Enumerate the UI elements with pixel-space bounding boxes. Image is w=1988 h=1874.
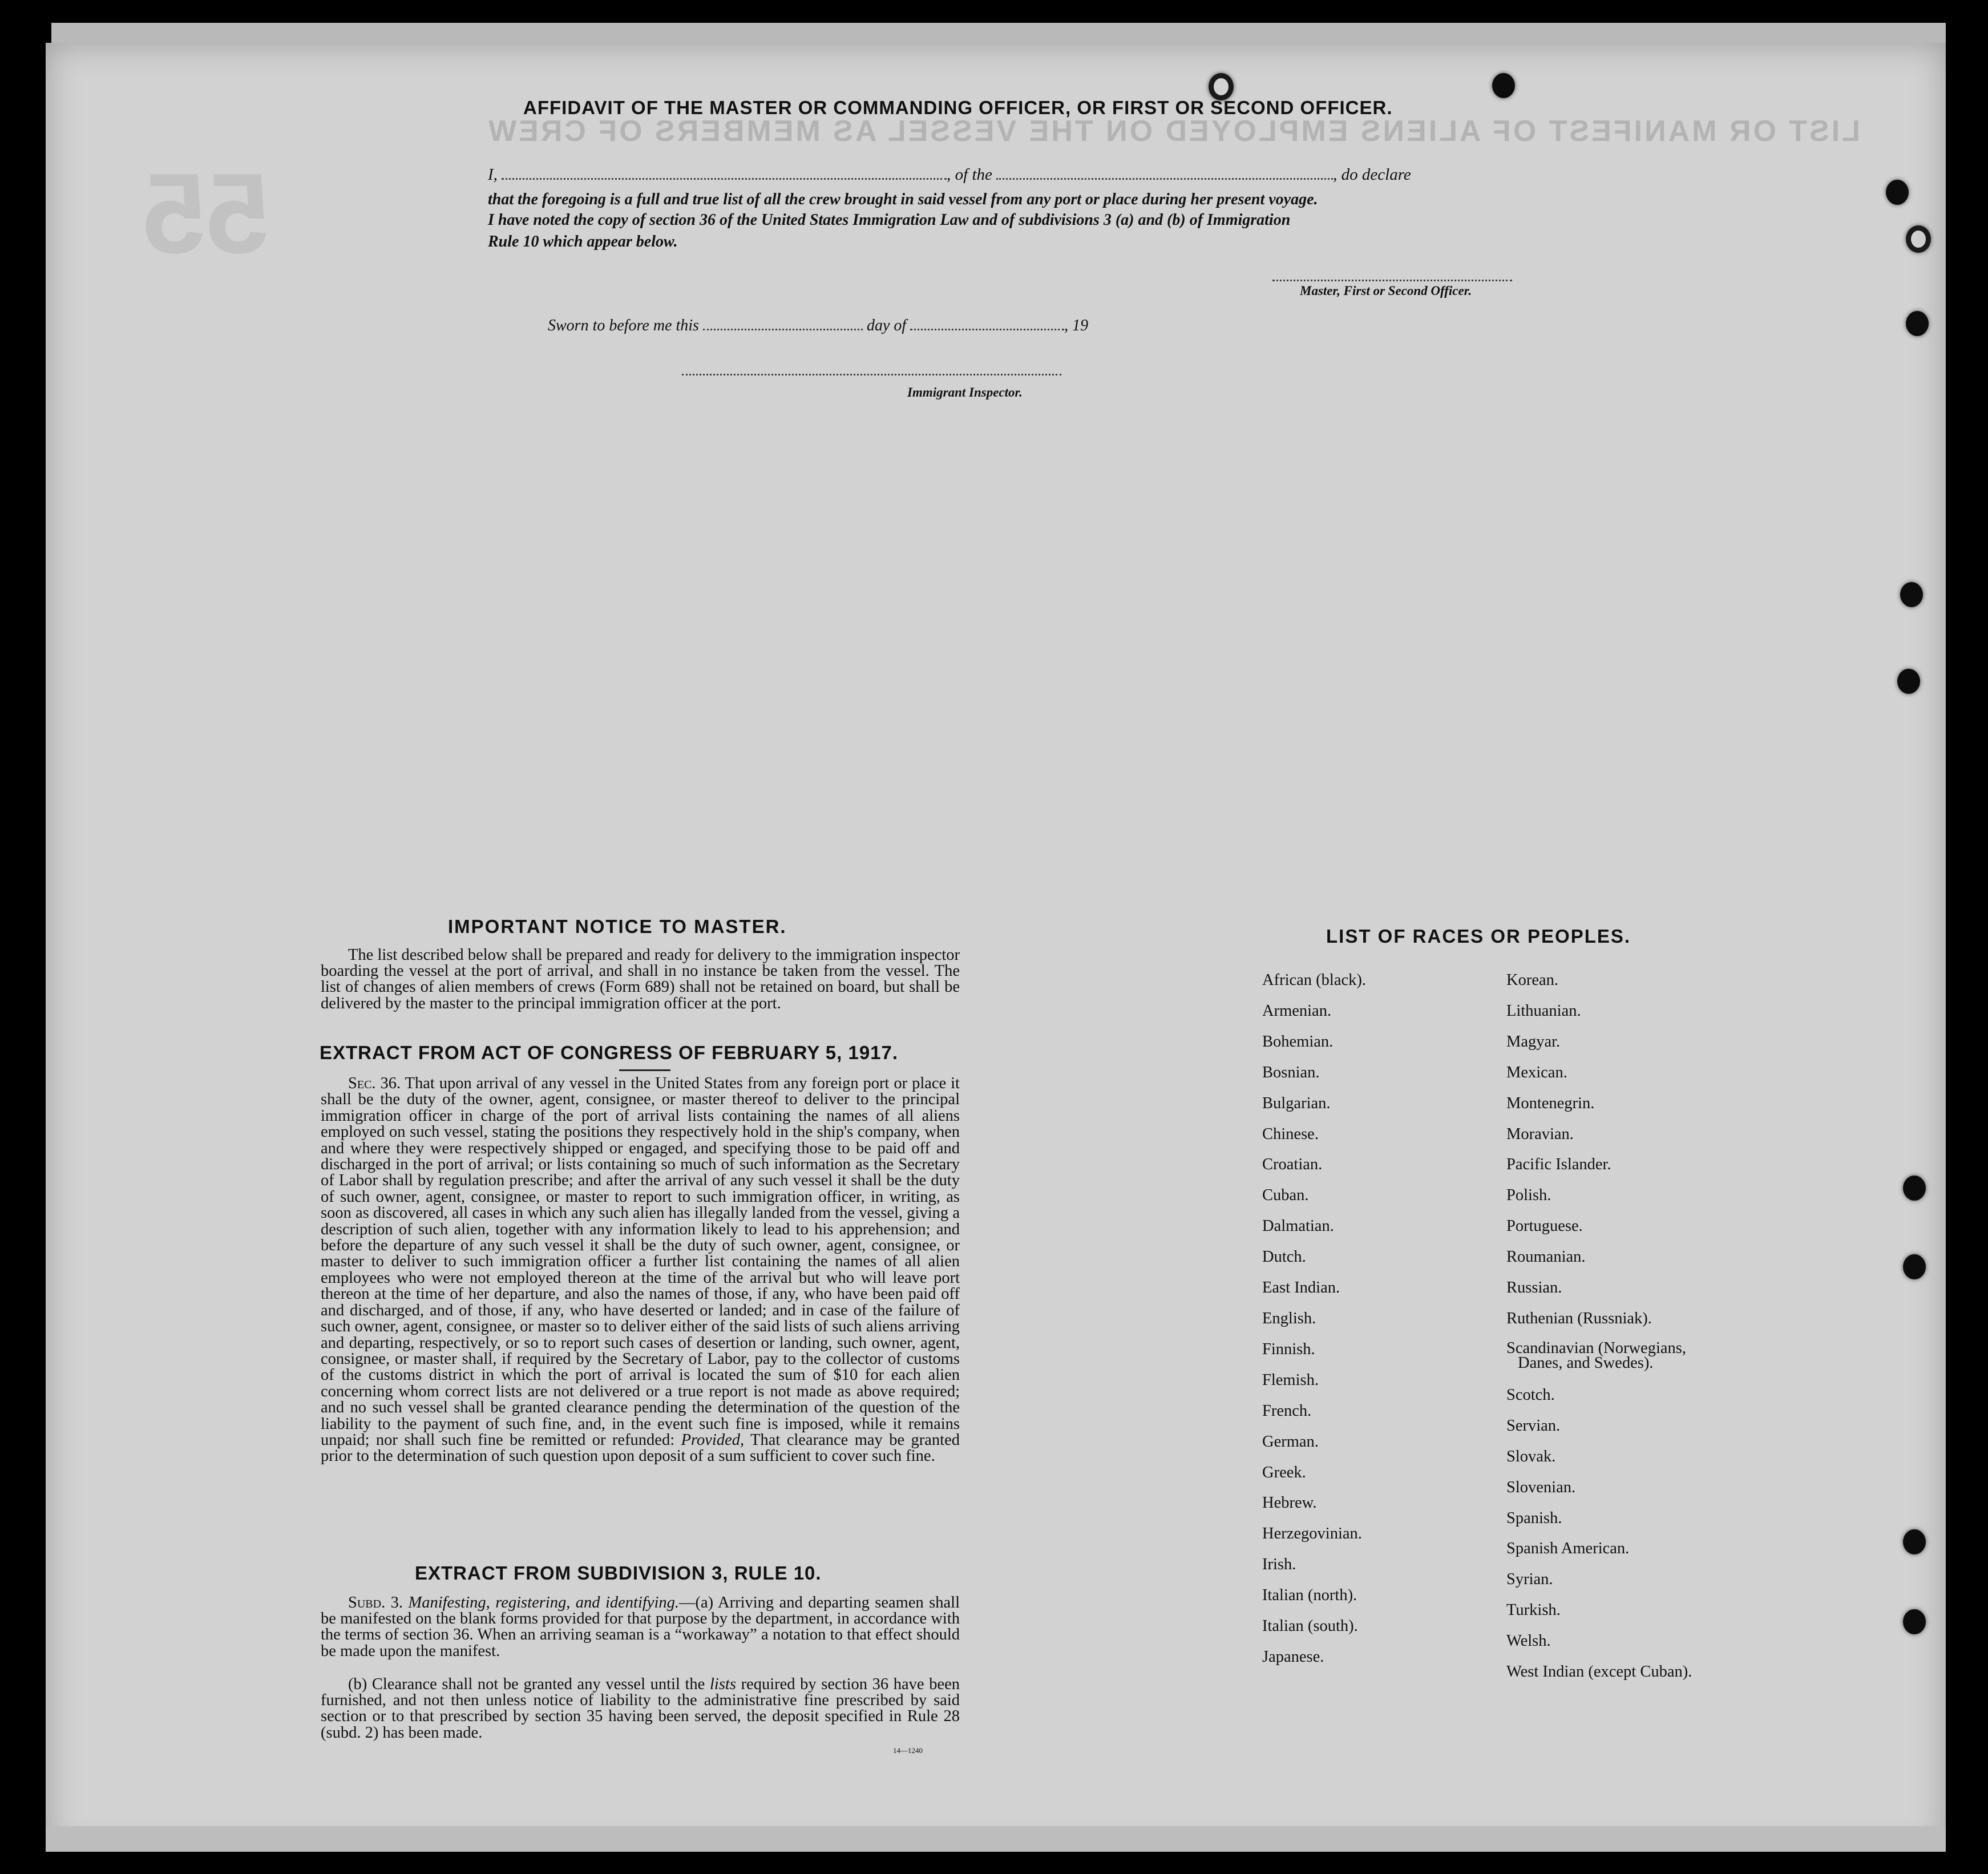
race-item: Slovak. — [1506, 1447, 1556, 1465]
race-item: Armenian. — [1262, 1001, 1332, 1020]
provided-word: Provided, — [681, 1431, 745, 1449]
affidavit-line-3: I have noted the copy of section 36 of the United States Immigration Law and of subdivisions 3 (a) and (b) of Immigration — [488, 211, 1291, 229]
rule-subd-3a — [321, 1595, 960, 1659]
sec-36-text-end: That clearance may be granted prior to the determination of such question upon deposit of a sum sufficient to cover such fine. — [321, 1431, 960, 1465]
name-blank — [502, 177, 947, 180]
punch-hole-icon — [1903, 1176, 1926, 1201]
race-item: Bohemian. — [1262, 1032, 1334, 1051]
race-item: Cuban. — [1262, 1186, 1309, 1205]
vessel-blank — [996, 177, 1333, 180]
bleed-through-text: LIST OR MANIFEST OF ALIENS EMPLOYED ON THE VESSEL AS MEMBERS OF CREW — [486, 115, 1860, 148]
race-item: Slovenian. — [1506, 1478, 1576, 1496]
race-item: Montenegrin. — [1506, 1094, 1595, 1112]
affidavit-i: I, — [488, 165, 498, 184]
day-blank — [703, 328, 863, 330]
race-item: African (black). — [1262, 971, 1366, 989]
race-item: Pacific Islander. — [1506, 1156, 1611, 1174]
race-item: East Indian. — [1262, 1279, 1340, 1297]
master-label: Master, First or Second Officer. — [1300, 284, 1472, 298]
affidavit-line-2: that the foregoing is a full and true list of all the crew brought in said vessel from any port or place during her present voyage. — [488, 191, 1318, 208]
master-signature-line — [1272, 280, 1512, 281]
race-item: Hebrew. — [1262, 1494, 1317, 1512]
race-item: Magyar. — [1506, 1032, 1561, 1051]
rule-title: EXTRACT FROM SUBDIVISION 3, RULE 10. — [415, 1562, 822, 1584]
subd-b-end: required by section 36 have been furnished, and not then unless notice of liability to the administrative fine prescribed by said section or to that prescribed by section 35 having been served, the deposit specified in Rule 28 (subd. 2) has been made. — [321, 1675, 960, 1742]
races-right-column — [1506, 965, 1692, 1687]
race-item: Servian. — [1506, 1416, 1561, 1435]
race-item: Spanish American. — [1506, 1540, 1630, 1558]
punch-hole-icon — [1903, 1609, 1926, 1634]
race-item: Greek. — [1262, 1463, 1306, 1481]
race-item: Chinese. — [1262, 1125, 1319, 1143]
subd-b-start: (b) Clearance shall not be granted any vessel until the — [348, 1675, 705, 1693]
race-item: Japanese. — [1262, 1647, 1324, 1666]
year-label: , 19 — [1064, 317, 1089, 334]
race-item: Danes, and Swedes). — [1518, 1354, 1654, 1372]
race-item: Italian (north). — [1262, 1586, 1357, 1605]
race-item: German. — [1262, 1432, 1319, 1451]
race-item: Herzegovinian. — [1262, 1525, 1362, 1543]
day-of-label: day of — [866, 317, 907, 334]
month-blank — [910, 328, 1064, 330]
race-item: West Indian (except Cuban). — [1506, 1663, 1692, 1681]
race-item: Turkish. — [1506, 1601, 1561, 1619]
race-item: Scandinavian (Norwegians, — [1506, 1339, 1686, 1357]
act-section-36 — [321, 1076, 960, 1465]
punch-hole-icon — [1492, 73, 1515, 98]
race-item: Moravian. — [1506, 1125, 1574, 1143]
notice-text: The list described below shall be prepared and ready for delivery to the immigration inspector boarding the vessel at the port of arrival, and shall in no instance be taken from the vessel. The list of changes of alien members of crews (Form 689) shall not be retained on board, but shall be delivered by the master to the principal immigration officer at the port. — [321, 946, 960, 1012]
affidavit-line-4: Rule 10 which appear below. — [488, 233, 678, 251]
act-title: EXTRACT FROM ACT OF CONGRESS OF FEBRUARY 5, 1917. — [320, 1042, 899, 1063]
race-item: French. — [1262, 1402, 1312, 1420]
affidavit-of-the: , of the — [947, 165, 992, 184]
affidavit-declare: , do declare — [1333, 165, 1411, 184]
race-item: Ruthenian (Russniak). — [1506, 1309, 1652, 1327]
inspector-signature-line — [682, 374, 1061, 375]
subd-a-text: —(a) Arriving and departing seamen shall be manifested on the blank forms provided for that purpose by the department, in accordance with the terms of section 36. When an arriving seaman is a “workaway” a notation to that effect should be made upon the manifest. — [321, 1594, 960, 1660]
affidavit-title: AFFIDAVIT OF THE MASTER OR COMMANDING OFFICER, OR FIRST OR SECOND OFFICER. — [523, 97, 1393, 118]
punch-ring-icon — [1209, 73, 1234, 100]
bleed-through-number: 55 — [143, 150, 270, 277]
sworn-line — [548, 317, 1088, 335]
race-item: Bulgarian. — [1262, 1094, 1331, 1112]
race-item: Polish. — [1506, 1186, 1551, 1205]
race-item: English. — [1262, 1309, 1316, 1327]
bottom-edge — [46, 1826, 1946, 1852]
race-item: Croatian. — [1262, 1156, 1323, 1174]
punch-ring-icon — [1906, 225, 1931, 253]
race-item: Mexican. — [1506, 1063, 1567, 1081]
race-item: Italian (south). — [1262, 1617, 1358, 1635]
race-item: Roumanian. — [1506, 1248, 1586, 1266]
sec-36-text: That upon arrival of any vessel in the United States from any foreign port or place it shall be the duty of the owner, agent, consignee, or master thereof to deliver to the principal immigration officer in charge of the port of arrival lists containing the names of all aliens employed on such vessel, stating the positions they respectively hold in the ship's company, when and where they were respectively shipped or engaged, and specifying those to be paid off and discharged in the port of arrival; or lists containing so much of such information as the Secretary of Labor shall by regulation prescribe; and after the arrival of any such vessel it shall be the duty of such owner, agent, consignee, or master to report to such immigration officer, in writing, as soon as discovered, all cases in which any such alien has illegally landed from the vessel, giving a description of such alien, together with any information likely to lead to his apprehension; and before the departure of any such vessel it shall be the duty of such owner, agent, consignee, or master to deliver to such immigration officer a further list containing the names of all alien employees who were not employed thereon at the time of the arrival but who will leave port thereon at the time of her departure, and also the names of those, if any, who have been paid off and discharged, and of those, if any, who have deserted or landed; and in case of the failure of such owner, agent, consignee, or master so to deliver either of the said lists of such aliens arriving and departing, respectively, or so to report such cases of desertion or landing, such owner, agent, consignee, or master shall, if required by the Secretary of Labor, pay to the collector of customs of the customs district in which the port of arrival is located the sum of $10 for each alien concerning whom correct lists are not delivered or a true report is not made as above required; and no such vessel shall be granted clearance pending the determination of the question of the liability to the payment of such fine, and, in the event such fine is imposed, while it remains unpaid; nor shall such fine be remitted or refunded: — [321, 1075, 960, 1449]
race-item: Finnish. — [1262, 1340, 1315, 1358]
punch-hole-icon — [1886, 180, 1909, 205]
race-item: Korean. — [1506, 971, 1558, 989]
race-item: Welsh. — [1506, 1632, 1551, 1650]
race-item: Lithuanian. — [1506, 1001, 1581, 1020]
rule-subd-3b — [321, 1677, 960, 1741]
race-item: Russian. — [1506, 1279, 1562, 1297]
affidavit-line-1 — [488, 165, 1543, 184]
races-title: LIST OF RACES OR PEOPLES. — [1326, 926, 1631, 947]
subd-label: Subd. 3. — [348, 1594, 403, 1612]
race-item: Syrian. — [1506, 1570, 1553, 1589]
race-item: Portuguese. — [1506, 1217, 1583, 1235]
sworn-label: Sworn to before me this — [548, 317, 699, 334]
act-title-underline — [619, 1069, 670, 1071]
race-item: Spanish. — [1506, 1509, 1562, 1527]
race-item: Dutch. — [1262, 1248, 1306, 1266]
race-item: Dalmatian. — [1262, 1217, 1334, 1235]
punch-hole-icon — [1903, 1529, 1926, 1554]
race-item: Bosnian. — [1262, 1063, 1320, 1081]
notice-title: IMPORTANT NOTICE TO MASTER. — [448, 916, 787, 937]
race-item: Scotch. — [1506, 1386, 1555, 1404]
race-item: Flemish. — [1262, 1371, 1319, 1389]
inspector-label: Immigrant Inspector. — [907, 385, 1023, 399]
subd-heading: Manifesting, registering, and identifying. — [408, 1594, 680, 1612]
races-left-column — [1262, 965, 1366, 1673]
race-item: Irish. — [1262, 1556, 1296, 1574]
punch-hole-icon — [1897, 669, 1920, 694]
punch-hole-icon — [1903, 1254, 1926, 1279]
punch-hole-icon — [1906, 311, 1929, 336]
lists-word: lists — [709, 1675, 736, 1693]
form-number: 14—1240 — [893, 1746, 923, 1755]
punch-hole-icon — [1900, 582, 1923, 607]
sec-label: Sec. 36. — [348, 1075, 401, 1092]
